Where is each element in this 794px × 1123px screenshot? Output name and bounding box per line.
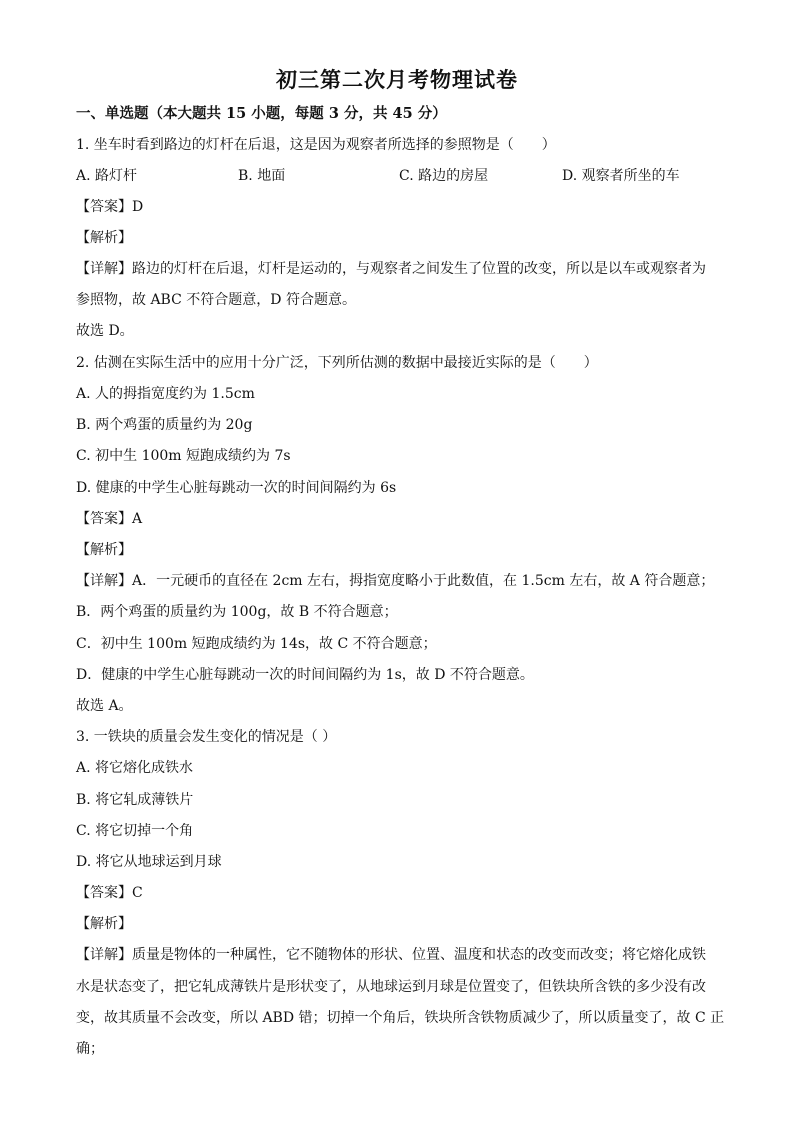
detail-line: 确； [76,1041,104,1057]
option-a: A. 路灯杆 [76,168,138,184]
option-d: D. 健康的中学生心脏每跳动一次的时间间隔约为 6s [76,480,397,496]
option-c: C. 路边的房屋 [399,168,489,184]
detail-line: C．初中生 100m 短跑成绩约为 14s，故 C 不符合题意； [76,636,437,652]
detail-line: 故选 A。 [76,698,133,714]
detail-line: 变，故其质量不会改变，所以 ABD 错；切掉一个角后，铁块所含铁物质减少了，所以质量变了，故 C 正 [76,1010,725,1026]
answer-label: 【答案】C [76,885,143,901]
page-title: 初三第二次月考物理试卷 [276,67,518,92]
question-1-options [76,166,736,186]
detail-line: 故选 D。 [76,323,134,339]
detail-line: 水是状态变了，把它轧成薄铁片是形状变了，从地球运到月球是位置变了，但铁块所含铁的多少没有改 [76,979,706,995]
option-b: B. 两个鸡蛋的质量约为 20g [76,417,253,433]
detail-line: 【详解】路边的灯杆在后退，灯杆是运动的，与观察者之间发生了位置的改变，所以是以车或观察者为 [76,261,706,277]
option-c: C. 将它切掉一个角 [76,823,194,839]
question-3-stem: 3. 一铁块的质量会发生变化的情况是（ ） [76,729,337,745]
answer-label: 【答案】A [76,511,143,527]
answer-label: 【答案】D [76,199,144,215]
detail-line: 参照物，故 ABC 不符合题意，D 符合题意。 [76,292,356,308]
option-d: D. 将它从地球运到月球 [76,854,222,870]
option-c: C. 初中生 100m 短跑成绩约为 7s [76,448,291,464]
detail-line: 【详解】A．一元硬币的直径在 2cm 左右，拇指宽度略小于此数值，在 1.5cm 左右，故 A 符合题意； [76,573,715,589]
analysis-label: 【解析】 [76,542,132,558]
detail-line: 【详解】质量是物体的一种属性，它不随物体的形状、位置、温度和状态的改变而改变；将它熔化成铁 [76,947,706,963]
question-1-stem: 1. 坐车时看到路边的灯杆在后退，这是因为观察者所选择的参照物是（ ） [76,137,556,153]
detail-line: B．两个鸡蛋的质量约为 100g，故 B 不符合题意； [76,604,398,620]
detail-line: D．健康的中学生心脏每跳动一次的时间间隔约为 1s，故 D 不符合题意。 [76,667,534,683]
question-2-stem: 2. 估测在实际生活中的应用十分广泛，下列所估测的数据中最接近实际的是（ ） [76,355,598,371]
analysis-label: 【解析】 [76,230,132,246]
option-b: B. 地面 [238,168,286,184]
option-d: D. 观察者所坐的车 [562,168,680,184]
section-heading: 一、单选题（本大题共 15 小题，每题 3 分，共 45 分） [76,105,447,122]
option-a: A. 将它熔化成铁水 [76,760,194,776]
option-b: B. 将它轧成薄铁片 [76,792,194,808]
option-a: A. 人的拇指宽度约为 1.5cm [76,386,255,402]
analysis-label: 【解析】 [76,916,132,932]
